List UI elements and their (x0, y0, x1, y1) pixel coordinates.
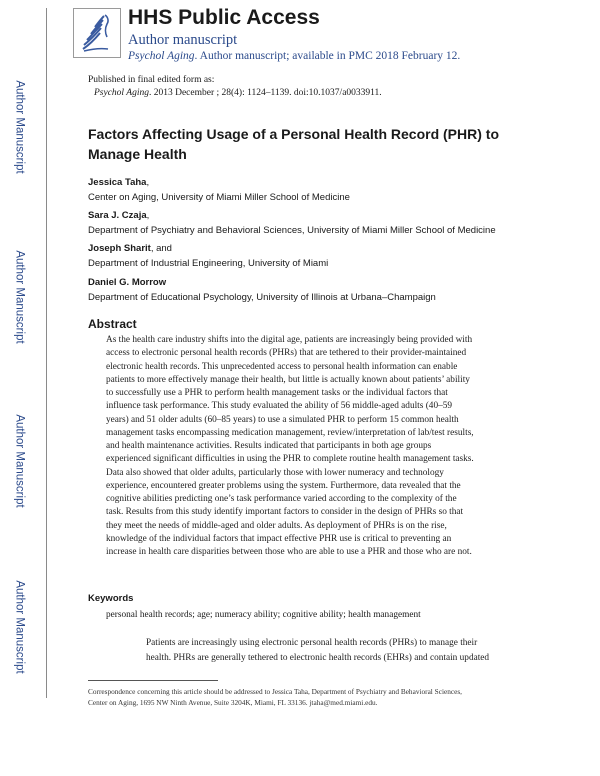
author-affiliation: Department of Industrial Engineering, University of Miami (88, 258, 329, 269)
abstract-line: cognitive abilities predicting one’s task performance varied according to the complexity of the (106, 494, 457, 504)
citation-text: . 2013 December ; 28(4): 1124–1139. doi:10.1037/a0033911. (148, 88, 382, 98)
footnote-rule (88, 680, 218, 681)
published-label: Published in final edited form as: (88, 75, 215, 85)
abstract-body (106, 334, 506, 559)
article-title: Factors Affecting Usage of a Personal Health Record (PHR) to Manage Health (88, 126, 499, 162)
body-line: Patients are increasingly using electronic personal health records (PHRs) to manage their (146, 638, 478, 648)
side-label-author-manuscript: Author Manuscript (14, 414, 27, 508)
abstract-line: experienced significant difficulties in using the PHR to complete routine health management tasks. (106, 454, 474, 465)
abstract-line: years) and 51 older adults (60–85 years) to use a simulated PHR to perform 15 common health (106, 414, 459, 425)
abstract-line: to successfully use a PHR to perform health management tasks or the individual factors that (106, 388, 448, 398)
author-manuscript-subtitle: Author manuscript (128, 32, 238, 48)
keywords-heading: Keywords (88, 593, 134, 604)
abstract-line: and health maintenance activities. Results indicated that participants in both age groups (106, 441, 432, 451)
footnote-line: Correspondence concerning this article should be addressed to Jessica Taha, Department of Psychiatry and Behavioral Sciences, (88, 687, 463, 696)
abstract-line: knowledge of the individual factors that impact effective PHR use is critical to preventing an (106, 533, 452, 544)
body-line: health. PHRs are generally tethered to electronic health records (EHRs) and contain updated (146, 653, 490, 663)
abstract-line: they meet the needs of middle-aged and older adults. As deployment of PHRs is on the rise, (106, 520, 447, 531)
correspondence-footnote (88, 687, 528, 708)
hhs-public-access-title: HHS Public Access (128, 6, 320, 29)
author-name: Joseph Sharit, and (88, 243, 172, 254)
side-label-author-manuscript: Author Manuscript (14, 250, 27, 344)
abstract-heading: Abstract (88, 317, 137, 331)
sidebar-divider (46, 8, 47, 698)
footnote-line: Center on Aging, 1695 NW Ninth Avenue, Suite 3204K, Miami, FL 33136. jtaha@med.miami.edu. (88, 697, 378, 707)
author-name: Sara J. Czaja, (88, 210, 150, 221)
abstract-line: As the health care industry shifts into the digital age, patients are increasingly being provided with (106, 335, 473, 345)
author-affiliation: Department of Educational Psychology, University of Illinois at Urbana–Champaign (88, 292, 436, 303)
abstract-line: increase in health care disparities between those who are able to use a PHR and those who are not. (106, 547, 472, 557)
author-affiliation: Department of Psychiatry and Behavioral Sciences, University of Miami Miller School of Medicine (88, 225, 496, 236)
author-name: Daniel G. Morrow (88, 277, 167, 288)
side-label-author-manuscript: Author Manuscript (14, 580, 27, 674)
availability-line (128, 50, 460, 62)
body-paragraph (146, 636, 526, 666)
abstract-line: patients to more effectively manage their health, but little is actually known about patients’ ability (106, 374, 470, 385)
abstract-line: task. Results from this study identify important factors to consider in the design of PHRs so that (106, 507, 464, 518)
abstract-line: access to electronic personal health records (PHRs) that are tethered to their provider-maintained (106, 348, 467, 359)
availability-journal: Psychol Aging (128, 50, 195, 62)
hhs-eagle-logo-icon (73, 8, 121, 58)
keywords-list: personal health records; age; numeracy ability; cognitive ability; health management (106, 610, 421, 620)
abstract-line: influence task performance. This study evaluated the ability of 56 middle-aged adults (40–59 (106, 401, 453, 412)
abstract-line: electronic health records. This unprecedented access to personal health information can enable (106, 361, 458, 372)
author-name: Jessica Taha, (88, 177, 150, 188)
abstract-line: experience, encountered greater problems using the system. Furthermore, data revealed that the (106, 480, 461, 491)
author-affiliation: Center on Aging, University of Miami Miller School of Medicine (88, 192, 350, 203)
abstract-line: management tasks encompassing medication management, review/interpretation of lab/test results, (106, 427, 474, 438)
citation-journal: Psychol Aging (94, 88, 149, 98)
citation-line (94, 88, 382, 98)
abstract-line: Data also showed that older adults, particularly those with lower numeracy and technology (106, 467, 444, 478)
availability-text: . Author manuscript; available in PMC 2018 February 12. (194, 50, 461, 62)
side-label-author-manuscript: Author Manuscript (14, 80, 27, 174)
